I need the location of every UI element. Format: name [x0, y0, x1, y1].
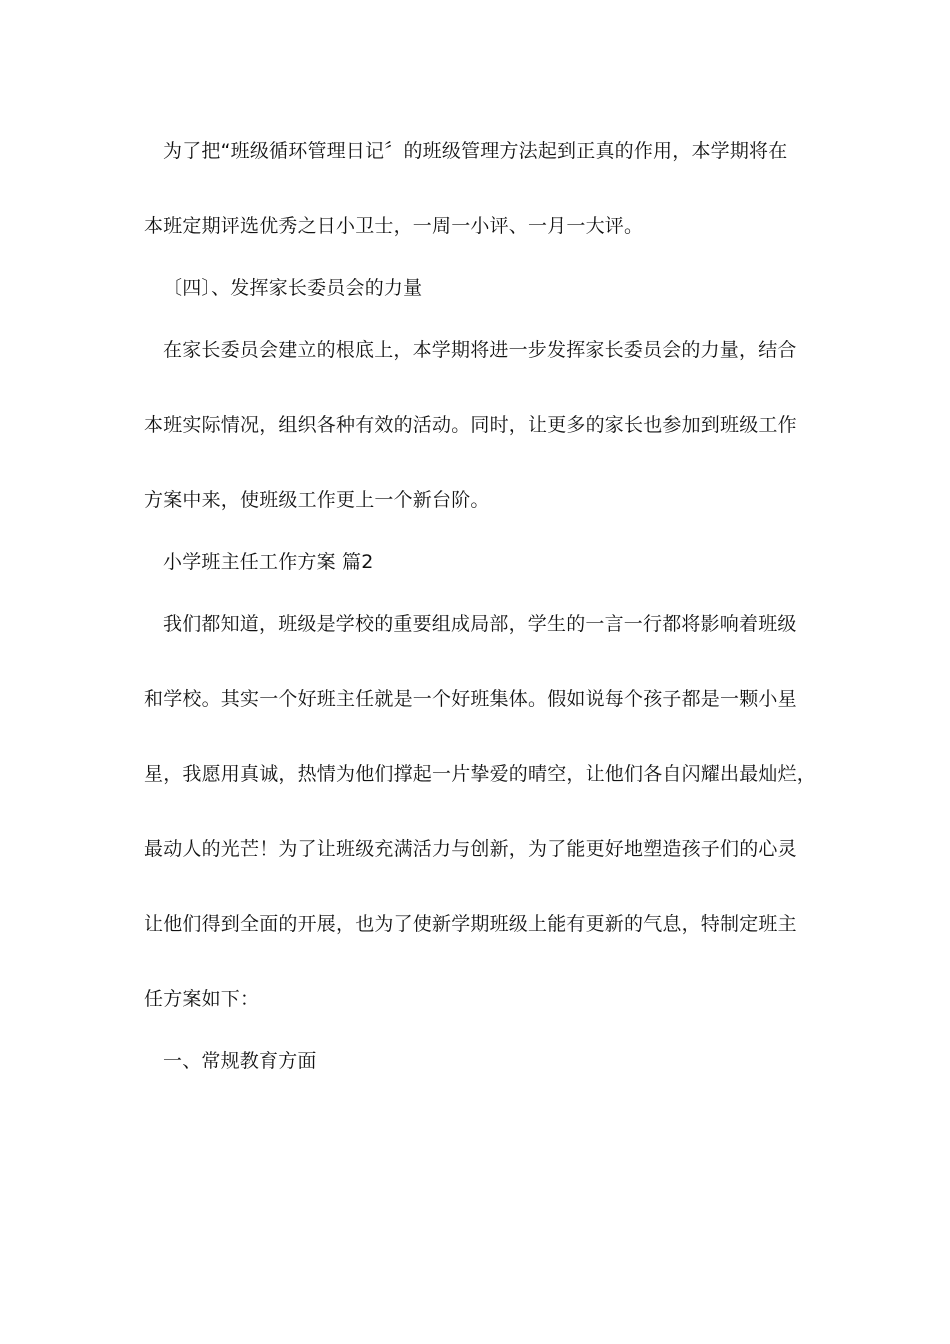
paragraph-line: 方案中来，使班级工作更上一个新台阶。 — [144, 489, 490, 511]
paragraph-line: 和学校。其实一个好班主任就是一个好班集体。假如说每个孩子都是一颗小星 — [144, 688, 797, 710]
paragraph-line: 在家长委员会建立的根底上，本学期将进一步发挥家长委员会的力量，结合 — [163, 339, 797, 361]
section-heading: 〔四〕、发挥家长委员会的力量 — [163, 277, 423, 299]
paragraph-line: 最动人的光芒！为了让班级充满活力与创新，为了能更好地塑造孩子们的心灵 — [144, 838, 797, 860]
paragraph-line: 本班实际情况，组织各种有效的活动。同时，让更多的家长也参加到班级工作 — [144, 414, 797, 436]
paragraph-line: 星，我愿用真诚，热情为他们撑起一片挚爱的晴空，让他们各自闪耀出最灿烂， — [144, 763, 817, 785]
section-heading: 一、常规教育方面 — [163, 1050, 317, 1072]
paragraph-line: 本班定期评选优秀之日小卫士，一周一小评、一月一大评。 — [144, 215, 644, 237]
section-heading: 小学班主任工作方案 篇2 — [163, 551, 374, 573]
paragraph-line: 任方案如下： — [144, 988, 260, 1010]
paragraph-line: 为了把“班级循环管理日记〞的班级管理方法起到正真的作用，本学期将在 — [163, 140, 788, 162]
paragraph-line: 我们都知道，班级是学校的重要组成局部，学生的一言一行都将影响着班级 — [163, 613, 797, 635]
paragraph-line: 让他们得到全面的开展，也为了使新学期班级上能有更新的气息，特制定班主 — [144, 913, 797, 935]
